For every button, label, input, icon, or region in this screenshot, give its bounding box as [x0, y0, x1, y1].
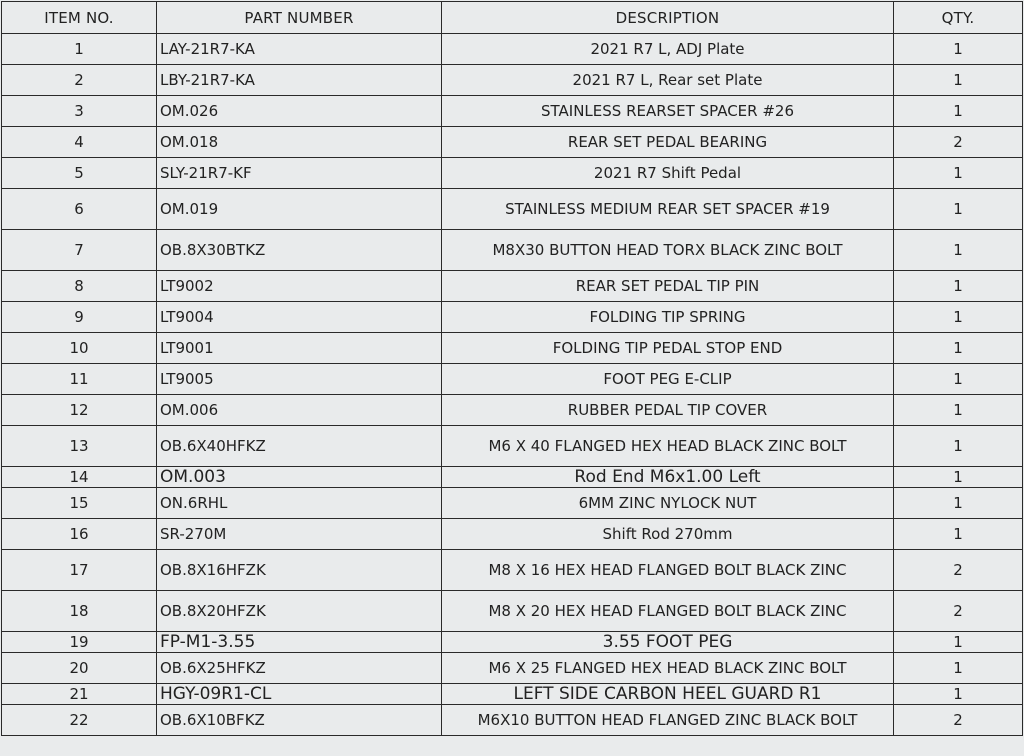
- quantity-cell: 1: [894, 271, 1023, 302]
- item-number-cell: 20: [2, 653, 157, 684]
- table-row: [2, 705, 1023, 736]
- table-row: [2, 467, 1023, 488]
- item-number-cell: 22: [2, 705, 157, 736]
- quantity-cell: 1: [894, 364, 1023, 395]
- quantity-cell: 1: [894, 302, 1023, 333]
- part-number-cell: OB.8X30BTKZ: [157, 230, 442, 271]
- quantity-cell: 2: [894, 127, 1023, 158]
- part-number-cell: LT9005: [157, 364, 442, 395]
- description-cell: LEFT SIDE CARBON HEEL GUARD R1: [442, 684, 894, 705]
- item-number-cell: 4: [2, 127, 157, 158]
- item-number-cell: 6: [2, 189, 157, 230]
- part-number-cell: OB.8X16HFZK: [157, 550, 442, 591]
- description-cell: FOLDING TIP PEDAL STOP END: [442, 333, 894, 364]
- table-row: [2, 550, 1023, 591]
- item-number-cell: 8: [2, 271, 157, 302]
- item-number-cell: 3: [2, 96, 157, 127]
- table-row: [2, 426, 1023, 467]
- table-row: [2, 684, 1023, 705]
- quantity-cell: 1: [894, 189, 1023, 230]
- table-row: [2, 158, 1023, 189]
- item-number-cell: 9: [2, 302, 157, 333]
- description-cell: REAR SET PEDAL BEARING: [442, 127, 894, 158]
- quantity-cell: 1: [894, 467, 1023, 488]
- table-row: [2, 333, 1023, 364]
- description-cell: 3.55 FOOT PEG: [442, 632, 894, 653]
- table-header: [2, 2, 1023, 34]
- item-number-cell: 17: [2, 550, 157, 591]
- item-number-cell: 19: [2, 632, 157, 653]
- description-cell: M6 X 25 FLANGED HEX HEAD BLACK ZINC BOLT: [442, 653, 894, 684]
- description-cell: Shift Rod 270mm: [442, 519, 894, 550]
- header-qty: QTY.: [894, 2, 1023, 34]
- description-cell: M8 X 16 HEX HEAD FLANGED BOLT BLACK ZINC: [442, 550, 894, 591]
- part-number-cell: SR-270M: [157, 519, 442, 550]
- quantity-cell: 1: [894, 684, 1023, 705]
- quantity-cell: 1: [894, 488, 1023, 519]
- table-row: [2, 189, 1023, 230]
- table-row: [2, 96, 1023, 127]
- part-number-cell: OM.018: [157, 127, 442, 158]
- item-number-cell: 13: [2, 426, 157, 467]
- part-number-cell: ON.6RHL: [157, 488, 442, 519]
- quantity-cell: 1: [894, 96, 1023, 127]
- table-row: [2, 127, 1023, 158]
- item-number-cell: 11: [2, 364, 157, 395]
- item-number-cell: 21: [2, 684, 157, 705]
- item-number-cell: 7: [2, 230, 157, 271]
- item-number-cell: 16: [2, 519, 157, 550]
- part-number-cell: LT9001: [157, 333, 442, 364]
- item-number-cell: 5: [2, 158, 157, 189]
- part-number-cell: OB.6X40HFKZ: [157, 426, 442, 467]
- description-cell: REAR SET PEDAL TIP PIN: [442, 271, 894, 302]
- item-number-cell: 15: [2, 488, 157, 519]
- item-number-cell: 14: [2, 467, 157, 488]
- description-cell: 6MM ZINC NYLOCK NUT: [442, 488, 894, 519]
- description-cell: Rod End M6x1.00 Left: [442, 467, 894, 488]
- description-cell: FOLDING TIP SPRING: [442, 302, 894, 333]
- table-row: [2, 364, 1023, 395]
- part-number-cell: FP-M1-3.55: [157, 632, 442, 653]
- table-row: [2, 271, 1023, 302]
- header-part-number: PART NUMBER: [157, 2, 442, 34]
- table-row: [2, 395, 1023, 426]
- part-number-cell: SLY-21R7-KF: [157, 158, 442, 189]
- description-cell: 2021 R7 L, Rear set Plate: [442, 65, 894, 96]
- table-row: [2, 230, 1023, 271]
- table-row: [2, 632, 1023, 653]
- quantity-cell: 1: [894, 519, 1023, 550]
- part-number-cell: HGY-09R1-CL: [157, 684, 442, 705]
- quantity-cell: 2: [894, 591, 1023, 632]
- table-body: [2, 34, 1023, 736]
- table-row: [2, 653, 1023, 684]
- table-row: [2, 519, 1023, 550]
- item-number-cell: 18: [2, 591, 157, 632]
- item-number-cell: 10: [2, 333, 157, 364]
- table-row: [2, 302, 1023, 333]
- part-number-cell: OB.8X20HFZK: [157, 591, 442, 632]
- item-number-cell: 1: [2, 34, 157, 65]
- description-cell: M6 X 40 FLANGED HEX HEAD BLACK ZINC BOLT: [442, 426, 894, 467]
- quantity-cell: 1: [894, 158, 1023, 189]
- bill-of-materials-table: [1, 1, 1023, 736]
- table-row: [2, 65, 1023, 96]
- part-number-cell: OM.019: [157, 189, 442, 230]
- header-row: [2, 2, 1023, 34]
- quantity-cell: 1: [894, 230, 1023, 271]
- part-number-cell: OB.6X25HFKZ: [157, 653, 442, 684]
- part-number-cell: LT9002: [157, 271, 442, 302]
- description-cell: FOOT PEG E-CLIP: [442, 364, 894, 395]
- table-row: [2, 34, 1023, 65]
- description-cell: 2021 R7 L, ADJ Plate: [442, 34, 894, 65]
- description-cell: M8 X 20 HEX HEAD FLANGED BOLT BLACK ZINC: [442, 591, 894, 632]
- part-number-cell: LAY-21R7-KA: [157, 34, 442, 65]
- description-cell: STAINLESS REARSET SPACER #26: [442, 96, 894, 127]
- quantity-cell: 1: [894, 653, 1023, 684]
- quantity-cell: 1: [894, 65, 1023, 96]
- part-number-cell: LBY-21R7-KA: [157, 65, 442, 96]
- description-cell: STAINLESS MEDIUM REAR SET SPACER #19: [442, 189, 894, 230]
- part-number-cell: OM.026: [157, 96, 442, 127]
- description-cell: M8X30 BUTTON HEAD TORX BLACK ZINC BOLT: [442, 230, 894, 271]
- quantity-cell: 1: [894, 632, 1023, 653]
- part-number-cell: OB.6X10BFKZ: [157, 705, 442, 736]
- quantity-cell: 1: [894, 333, 1023, 364]
- table-row: [2, 488, 1023, 519]
- quantity-cell: 1: [894, 34, 1023, 65]
- quantity-cell: 2: [894, 705, 1023, 736]
- quantity-cell: 1: [894, 395, 1023, 426]
- table-row: [2, 591, 1023, 632]
- quantity-cell: 1: [894, 426, 1023, 467]
- part-number-cell: OM.003: [157, 467, 442, 488]
- item-number-cell: 2: [2, 65, 157, 96]
- part-number-cell: OM.006: [157, 395, 442, 426]
- header-item-no: ITEM NO.: [2, 2, 157, 34]
- item-number-cell: 12: [2, 395, 157, 426]
- header-description: DESCRIPTION: [442, 2, 894, 34]
- description-cell: RUBBER PEDAL TIP COVER: [442, 395, 894, 426]
- description-cell: M6X10 BUTTON HEAD FLANGED ZINC BLACK BOLT: [442, 705, 894, 736]
- part-number-cell: LT9004: [157, 302, 442, 333]
- description-cell: 2021 R7 Shift Pedal: [442, 158, 894, 189]
- quantity-cell: 2: [894, 550, 1023, 591]
